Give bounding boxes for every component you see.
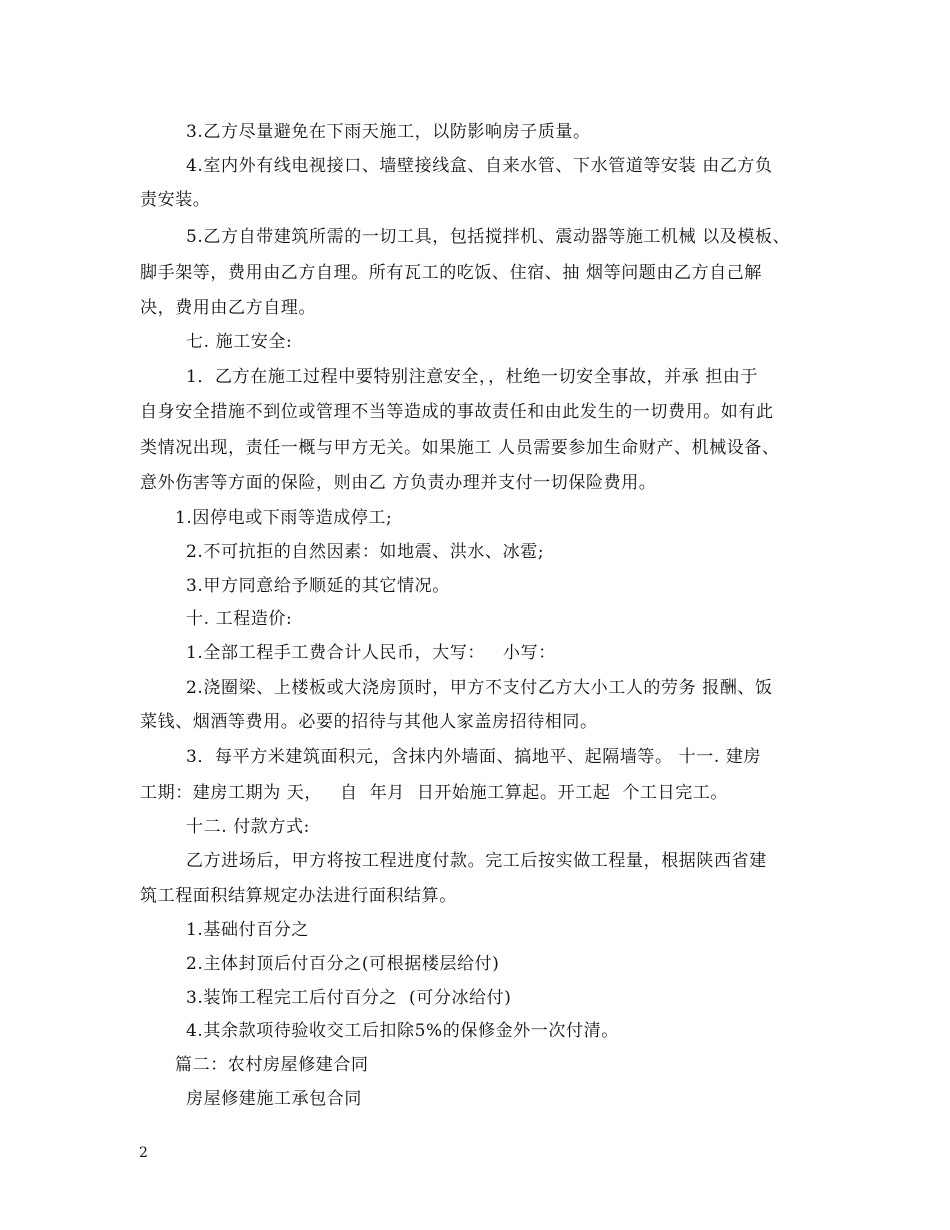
text-line: 2.浇圈梁、上楼板或大浇房顶时，甲方不支付乙方大小工人的劳务 报酬、饭	[186, 678, 773, 698]
section-heading: 十二. 付款方式:	[186, 817, 310, 837]
text-line: 工期：建房工期为 天， 自 年月 日开始施工算起。开工起 个工日完工。	[140, 783, 729, 803]
text-line: 3.乙方尽量避免在下雨天施工，以防影响房子质量。	[186, 122, 591, 142]
section-heading: 七. 施工安全:	[186, 332, 293, 352]
text-line: 1．乙方在施工过程中要特别注意安全，，杜绝一切安全事故，并承 担由于	[186, 367, 759, 387]
text-line: 1.基础付百分之	[186, 920, 310, 940]
text-line: 筑工程面积结算规定办法进行面积结算。	[140, 886, 457, 906]
text-line: 脚手架等，费用由乙方自理。所有瓦工的吃饭、住宿、抽 烟等问题由乙方自己解	[140, 263, 763, 283]
text-line: 3．每平方米建筑面积元，含抹内外墙面、搞地平、起隔墙等。 十一. 建房	[186, 747, 762, 767]
text-line: 1.因停电或下雨等造成停工;	[175, 508, 393, 528]
text-line: 决，费用由乙方自理。	[140, 298, 316, 318]
text-line: 1.全部工程手工费合计人民币，大写： 小写：	[186, 643, 556, 663]
chapter-title: 篇二：农村房屋修建合同	[175, 1055, 369, 1075]
text-line: 4.室内外有线电视接口、墙壁接线盒、自来水管、下水管道等安装 由乙方负	[186, 156, 773, 176]
text-line: 类情况出现，责任一概与甲方无关。如果施工 人员需要参加生命财产、机械设备、	[140, 438, 780, 458]
text-line: 意外伤害等方面的保险，则由乙 方负责办理并支付一切保险费用。	[140, 473, 657, 493]
text-line: 3.甲方同意给予顺延的其它情况。	[186, 576, 450, 596]
text-line: 5.乙方自带建筑所需的一切工具，包括搅拌机、震动器等施工机械 以及模板、	[186, 227, 791, 247]
page-number: 2	[139, 1145, 148, 1161]
text-line: 4.其余款项待验收交工后扣除5%的保修金外一次付清。	[186, 1021, 619, 1041]
text-line: 乙方进场后，甲方将按工程进度付款。完工后按实做工程量，根据陕西省建	[186, 851, 767, 871]
text-line: 菜钱、烟酒等费用。必要的招待与其他人家盖房招待相同。	[140, 712, 598, 732]
text-line: 3.装饰工程完工后付百分之 (可分冰给付)	[186, 988, 512, 1008]
text-line: 2.不可抗拒的自然因素：如地震、洪水、冰雹;	[186, 542, 545, 562]
text-line: 责安装。	[140, 190, 211, 210]
section-heading: 十. 工程造价:	[186, 609, 293, 629]
text-line: 自身安全措施不到位或管理不当等造成的事故责任和由此发生的一切费用。如有此	[140, 402, 774, 422]
text-line: 房屋修建施工承包合同	[186, 1089, 362, 1109]
text-line: 2.主体封顶后付百分之(可根据楼层给付)	[186, 954, 500, 974]
